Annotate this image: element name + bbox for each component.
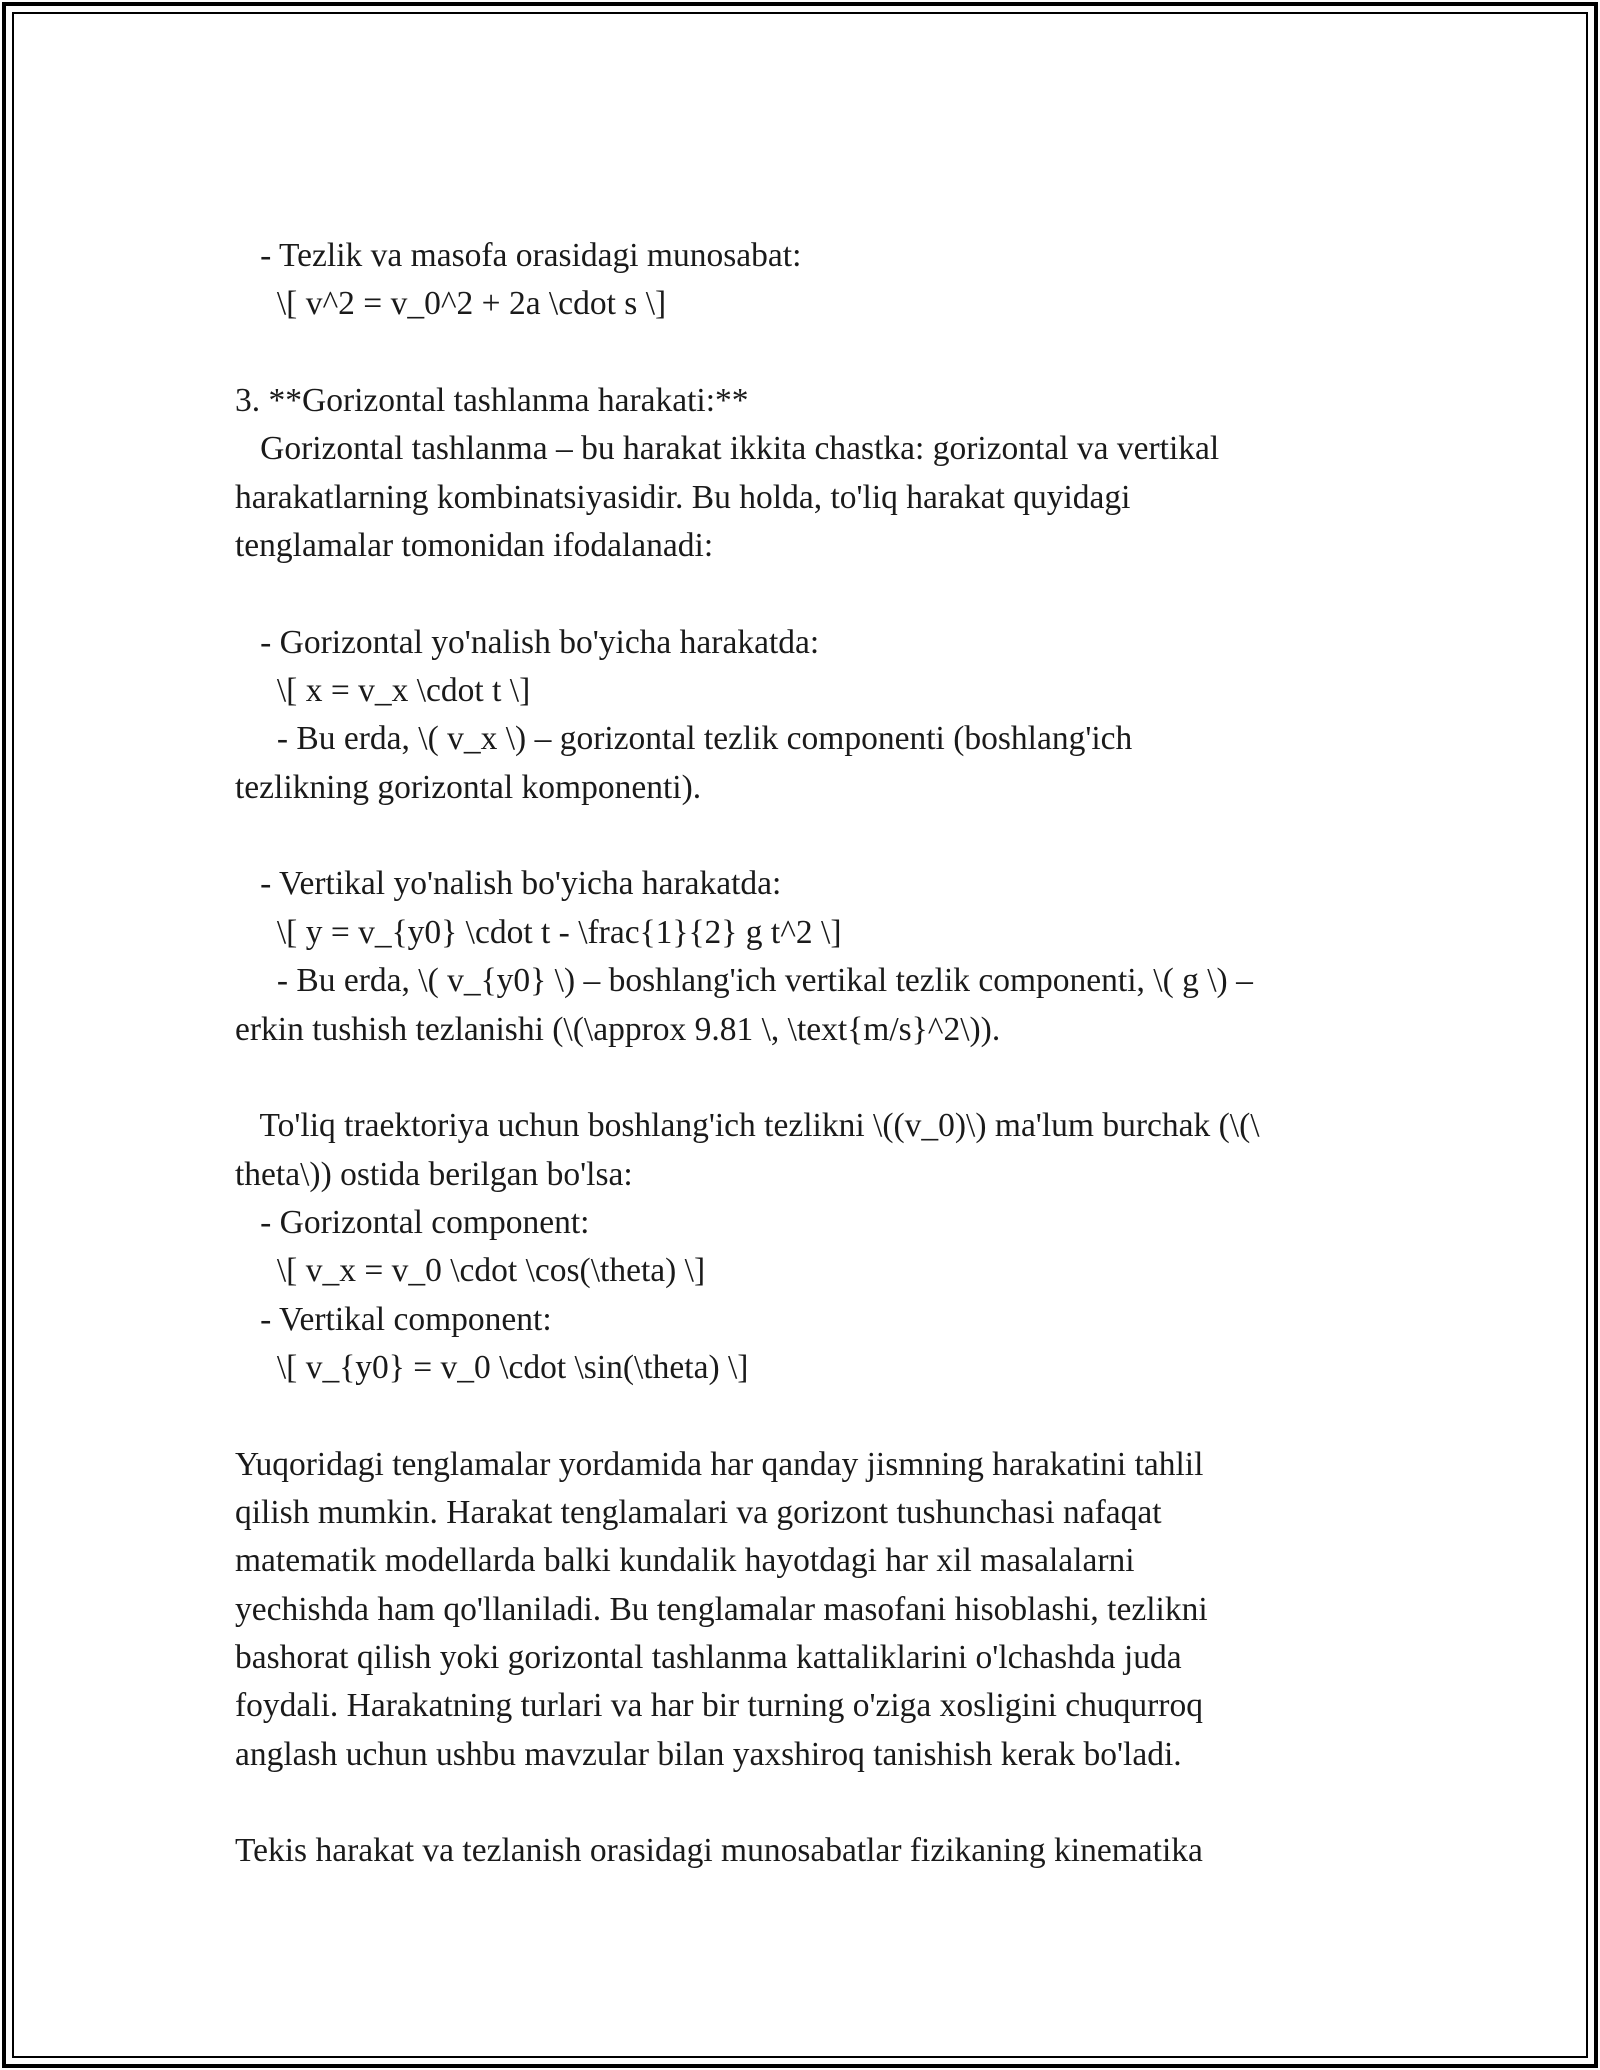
text-line: - Vertikal component: xyxy=(235,1300,552,1338)
text-line: bashorat qilish yoki gorizontal tashlanma kattaliklarini o'lchashda juda xyxy=(235,1638,1182,1676)
text-line: - Gorizontal yo'nalish bo'yicha harakatda: xyxy=(235,623,820,661)
text-line: anglash uchun ushbu mavzular bilan yaxshiroq tanishish kerak bo'ladi. xyxy=(235,1735,1182,1773)
document-body xyxy=(235,232,1375,1876)
text-line: - Gorizontal component: xyxy=(235,1203,590,1241)
text-line: Tekis harakat va tezlanish orasidagi munosabatlar fizikaning kinematika xyxy=(235,1832,1203,1870)
text-line: \[ v^2 = v_0^2 + 2a \cdot s \] xyxy=(235,285,667,323)
blank-line xyxy=(235,329,1375,377)
text-line: foydali. Harakatning turlari va har bir turning o'ziga xosligini chuqurroq xyxy=(235,1687,1203,1725)
text-line: - Bu erda, \( v_{y0} \) – boshlang'ich vertikal tezlik componenti, \( g \) – xyxy=(235,962,1253,1000)
text-line: \[ y = v_{y0} \cdot t - \frac{1}{2} g t^2 \] xyxy=(235,913,842,951)
text-line: Yuqoridagi tenglamalar yordamida har qanday jismning harakatini tahlil xyxy=(235,1445,1204,1483)
text-line: \[ v_{y0} = v_0 \cdot \sin(\theta) \] xyxy=(235,1348,749,1386)
blank-line xyxy=(235,1392,1375,1440)
text-line: erkin tushish tezlanishi (\(\approx 9.81 \, \text{m/s}^2\)). xyxy=(235,1010,1001,1048)
text-line: Gorizontal tashlanma – bu harakat ikkita chastka: gorizontal va vertikal xyxy=(235,430,1220,468)
text-line: yechishda ham qo'llaniladi. Bu tenglamalar masofani hisoblashi, tezlikni xyxy=(235,1590,1208,1628)
text-line: To'liq traektoriya uchun boshlang'ich tezlikni \((v_0)\) ma'lum burchak (\(\ xyxy=(235,1107,1260,1145)
text-line: harakatlarning kombinatsiyasidir. Bu holda, to'liq harakat quyidagi xyxy=(235,478,1131,516)
text-line: qilish mumkin. Harakat tenglamalari va gorizont tushunchasi nafaqat xyxy=(235,1493,1162,1531)
text-line: matematik modellarda balki kundalik hayotdagi har xil masalalarni xyxy=(235,1542,1135,1580)
text-line: - Vertikal yo'nalish bo'yicha harakatda: xyxy=(235,865,782,903)
text-line: theta\)) ostida berilgan bo'lsa: xyxy=(235,1155,633,1193)
text-line: 3. **Gorizontal tashlanma harakati:** xyxy=(235,382,749,420)
text-line: tenglamalar tomonidan ifodalanadi: xyxy=(235,527,714,565)
blank-line xyxy=(235,570,1375,618)
text-line: - Bu erda, \( v_x \) – gorizontal tezlik componenti (boshlang'ich xyxy=(235,720,1133,758)
blank-line xyxy=(235,1779,1375,1827)
text-line: \[ v_x = v_0 \cdot \cos(\theta) \] xyxy=(235,1252,706,1290)
blank-line xyxy=(235,812,1375,860)
text-line: tezlikning gorizontal komponenti). xyxy=(235,768,702,806)
text-line: \[ x = v_x \cdot t \] xyxy=(235,672,531,710)
blank-line xyxy=(235,1054,1375,1102)
text-line: - Tezlik va masofa orasidagi munosabat: xyxy=(235,237,802,274)
